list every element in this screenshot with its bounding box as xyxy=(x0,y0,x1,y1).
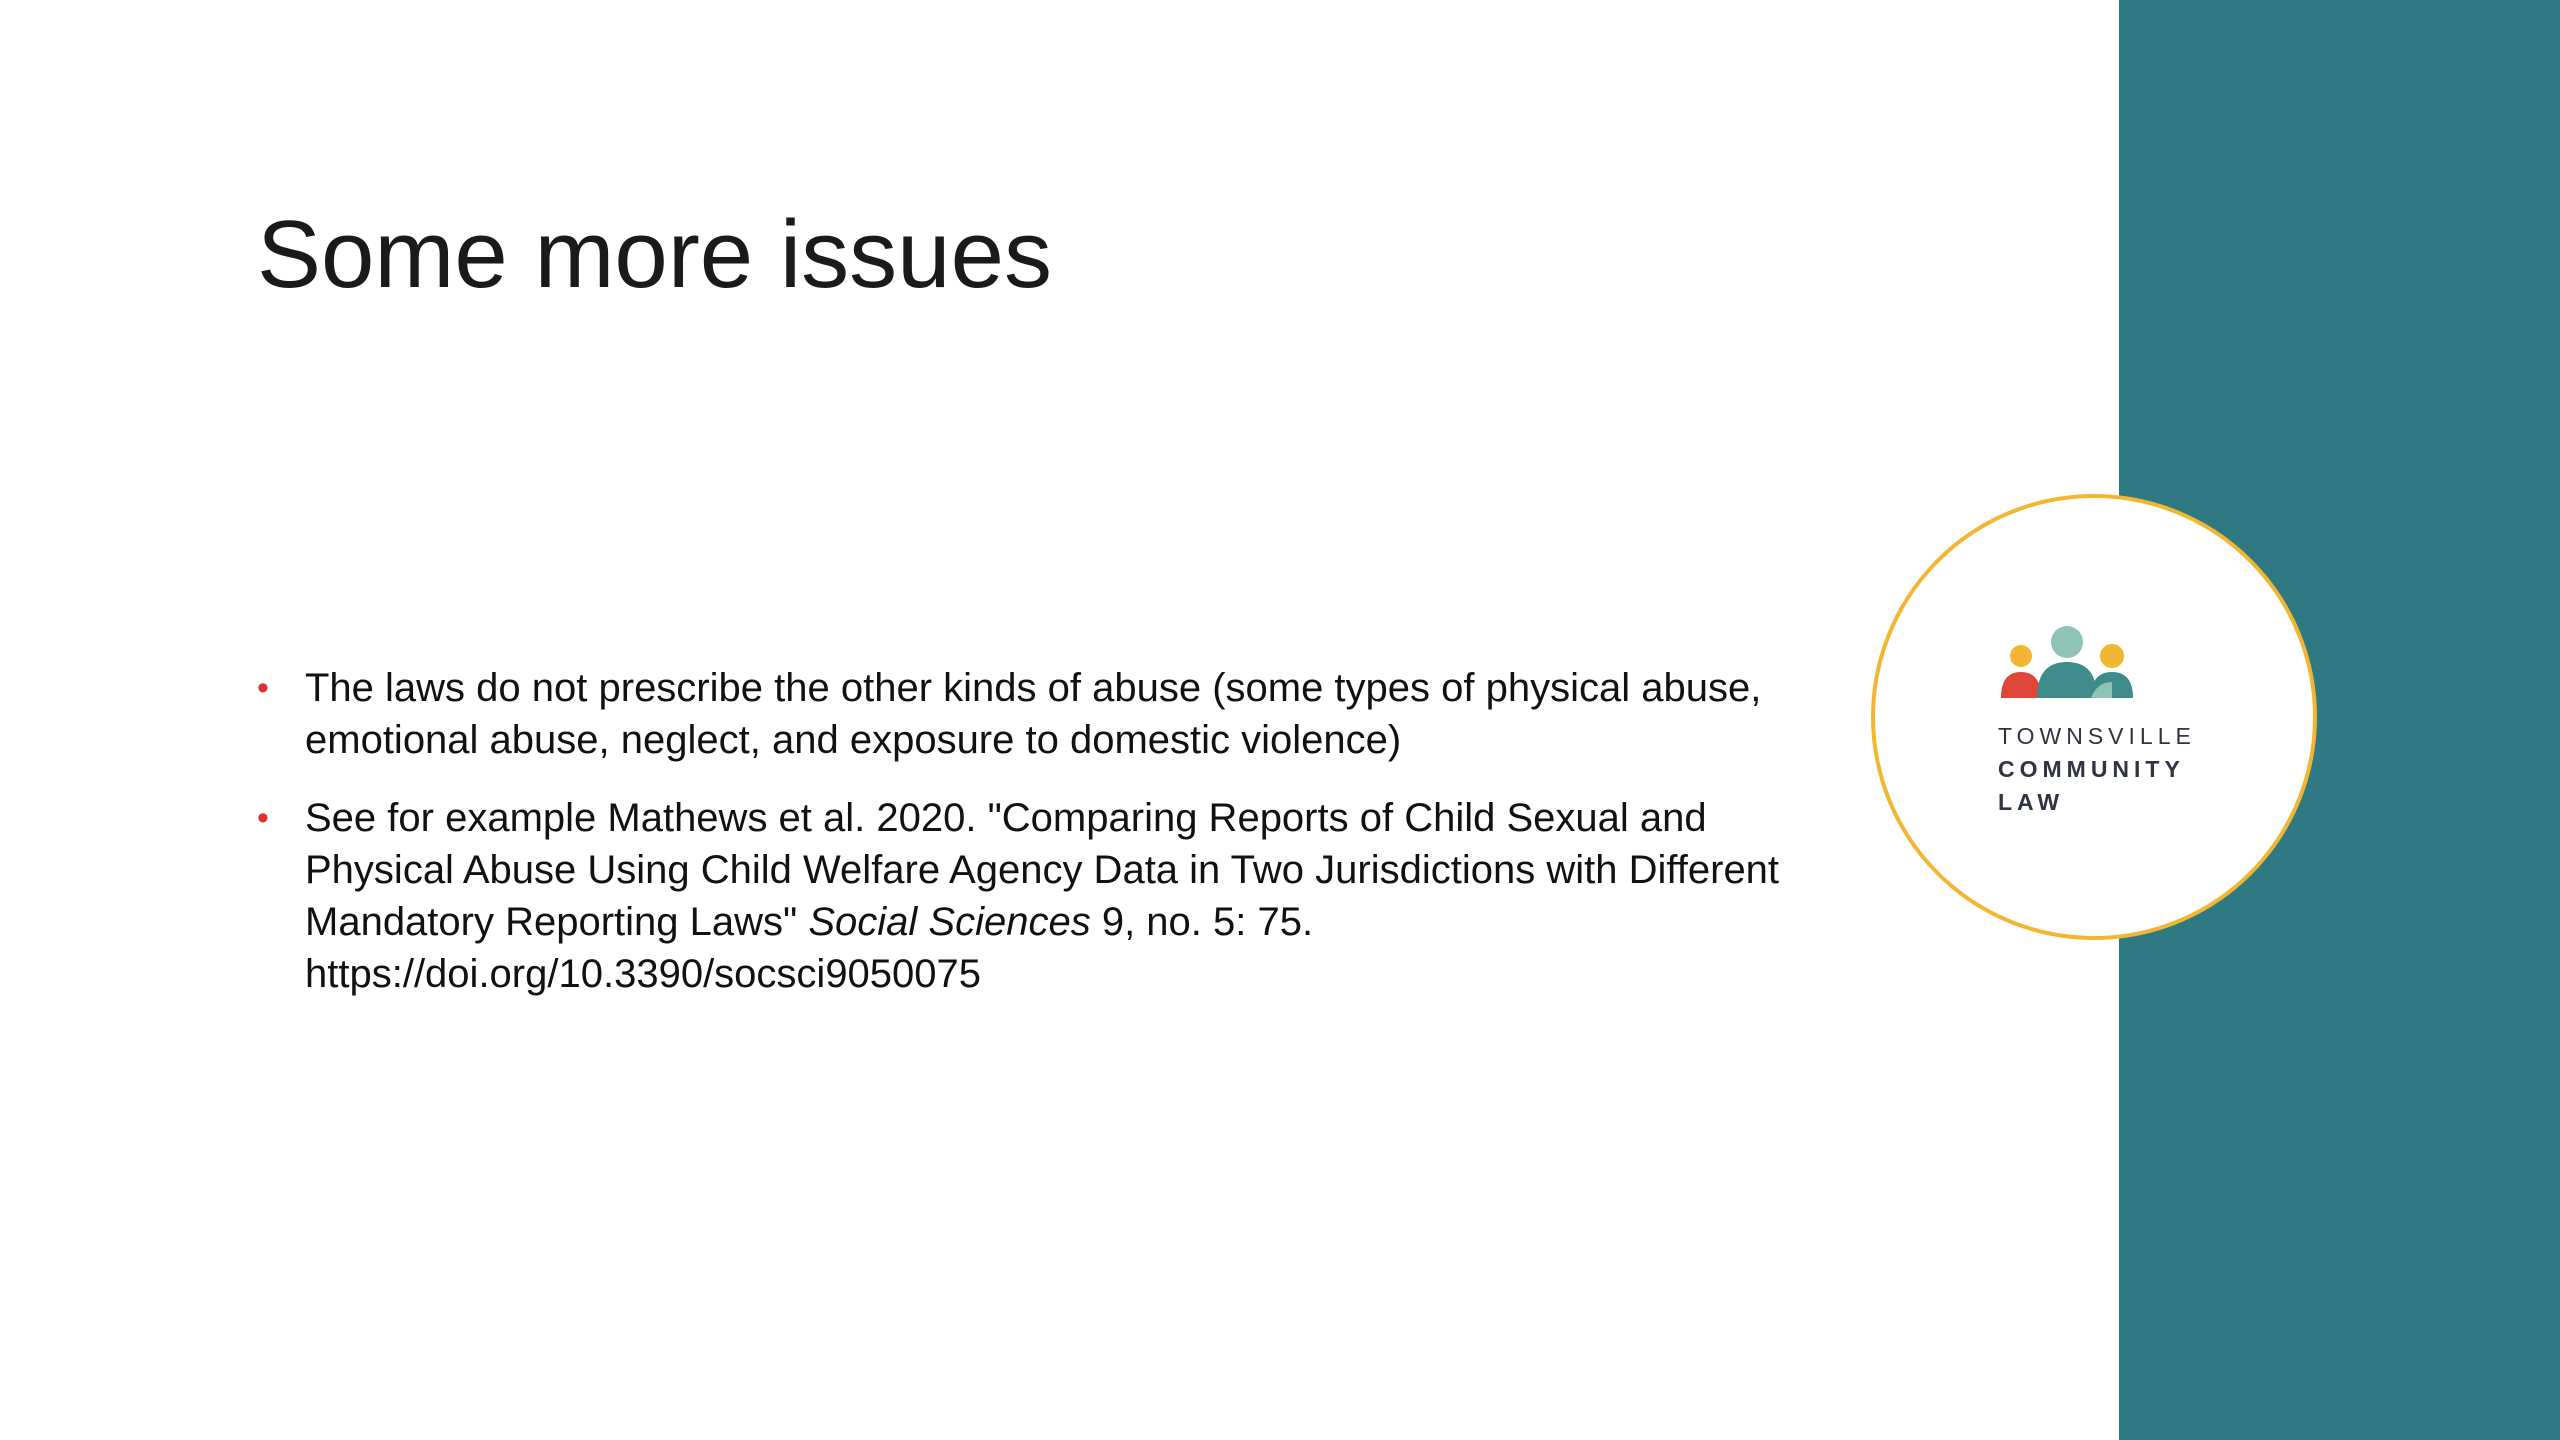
logo-wordmark xyxy=(1998,720,2196,819)
bullet-item xyxy=(257,792,1797,1000)
logo-line-townsville: TOWNSVILLE xyxy=(1998,723,2196,749)
citation-doi: 9, no. 5: 75. https://doi.org/10.3390/socsci9050075 xyxy=(305,900,1314,996)
slide-title: Some more issues xyxy=(257,201,1052,308)
bullet-dot-icon: • xyxy=(257,669,269,707)
logo-line-law: LAW xyxy=(1998,789,2065,815)
journal-name: Social Sciences xyxy=(808,900,1091,944)
logo-badge xyxy=(1871,494,2317,940)
logo-line-community: COMMUNITY xyxy=(1998,756,2185,782)
bullet-item xyxy=(257,662,1797,766)
bullet-dot-icon: • xyxy=(257,799,269,837)
people-group-icon xyxy=(1997,626,2137,704)
bullet-list xyxy=(257,662,1797,1026)
citation-text: See for example Mathews et al. 2020. "Comparing Reports of Child Sexual and Physical Abuse Using Child Welfare Agency Data in Two Jurisdictions with Different Mandatory Reporting Laws" xyxy=(305,796,1780,944)
bullet-text: The laws do not prescribe the other kinds of abuse (some types of physical abuse, emotional abuse, neglect, and exposure to domestic violence) xyxy=(305,666,1762,762)
